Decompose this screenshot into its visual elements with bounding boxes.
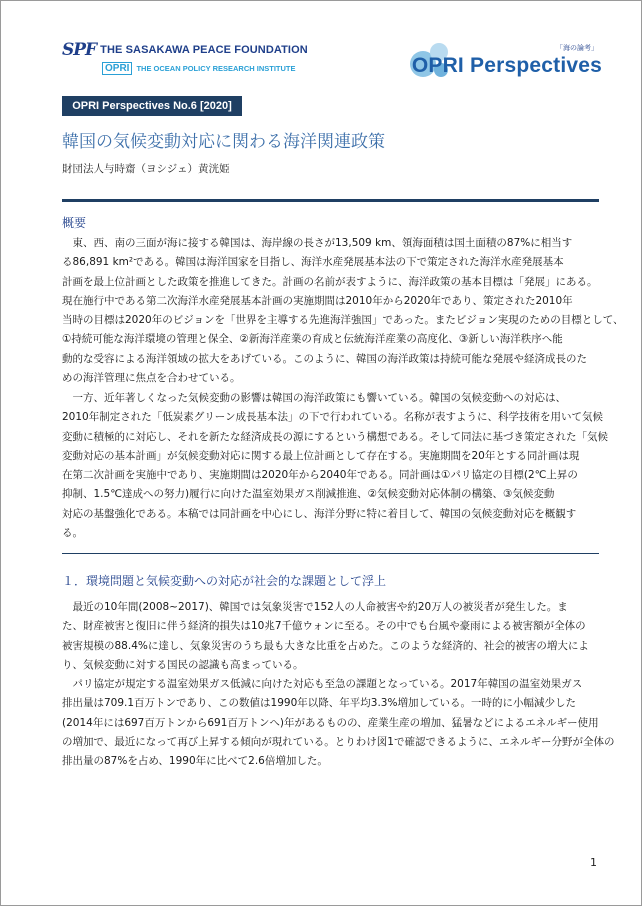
opri-logo-mark: OPRI <box>102 62 132 75</box>
text-line: 東、西、南の三面が海に接する韓国は、海岸線の長さが13,509 km、領海面積は国土面積の87%に相当す <box>62 237 573 249</box>
author-line: 財団法人与時齋（ヨシジェ）黄洸姫 <box>62 163 230 175</box>
text-line: 当時の目標は2020年のビジョンを「世界を主導する先進海洋強国」であった。またビジョン実現のための目標として、 <box>62 314 624 327</box>
page-number: 1 <box>590 856 597 869</box>
spf-logo-mark: SPF <box>62 40 97 60</box>
section-divider <box>62 553 599 554</box>
text-line: る。 <box>62 527 83 540</box>
text-line: 排出量の87%を占め、1990年に比べて2.6倍増加した。 <box>62 755 328 768</box>
text-line: ①持続可能な海洋環境の管理と保全、②新海洋産業の育成と伝統海洋産業の高度化、③新しい海洋秩序へ能 <box>62 333 563 346</box>
text-line: (2014年には697百万トンから691百万トンへ)年があるものの、産業生産の増加、猛暑などによるエネルギー使用 <box>62 716 599 729</box>
page-title: 韓国の気候変動対応に関わる海洋関連政策 <box>62 132 385 152</box>
spf-logo <box>62 40 308 60</box>
series-logo <box>362 43 602 83</box>
text-line: た、財産被害と復旧に伴う経済的損失は10兆7千億ウォンに至る。その中でも台風や豪雨による被害額が全体の <box>62 620 586 633</box>
text-line: 変動に積極的に対応し、それを新たな経済成長の源にするという構想である。そして同法に基づき策定された「気候 <box>62 430 608 443</box>
text-line: 排出量は709.1百万トンであり、この数値は1990年以降、年平均3.3%増加している。一時的に小幅減少した <box>62 697 576 710</box>
header-divider <box>62 199 599 202</box>
text-line: 被害規模の88.4%に達し、気象災害のうち最も大きな比重を占めた。このような経済的、社会的被害の増大によ <box>62 639 589 652</box>
section1-paragraph-1 <box>62 598 599 675</box>
text-line: 抑制、1.5℃達成への努力)履行に向けた温室効果ガス削減推進、②気候変動対応体制の構築、③気候変動 <box>62 488 555 501</box>
text-line: 2010年制定された「低炭素グリーン成長基本法」の下で行われている。名称が表すように、科学技術を用いて気候 <box>62 411 604 424</box>
issue-tag: OPRI Perspectives No.6 [2020] <box>62 96 242 116</box>
text-line: 対応の基盤強化である。本稿では同計画を中心にし、海洋分野に特に着目して、韓国の気候変動対応を概観す <box>62 507 577 520</box>
institute-name: THE OCEAN POLICY RESEARCH INSTITUTE <box>136 64 296 73</box>
series-title: OPRI Perspectives <box>411 54 602 77</box>
text-line: 一方、近年著しくなった気候変動の影響は韓国の海洋政策にも響いている。韓国の気候変動への対応は、 <box>62 392 566 404</box>
series-subtitle: 「海の論考」 <box>556 44 598 52</box>
text-line: 動的な受容による海洋領域の拡大をあげている。このように、韓国の海洋政策は持続可能な発展や経済成長のた <box>62 352 587 365</box>
section-heading-1: １．環境問題と気候変動への対応が社会的な課題として浮上 <box>62 574 387 588</box>
text-line: る86,891 km²である。韓国は海洋国家を目指し、海洋水産発展基本法の下で策定された海洋水産発展基本 <box>62 256 564 269</box>
text-line: 計画を最上位計画とした政策を推進してきた。計画の名前が表すように、海洋政策の基本目標は「発展」にある。 <box>62 275 598 288</box>
text-line: 在第二次計画を実施中であり、実施期間は2020年から2040年である。同計画は①パリ協定の目標(2℃上昇の <box>62 469 578 482</box>
section1-paragraph-2 <box>62 675 615 771</box>
text-line: めの海洋管理に焦点を合わせている。 <box>62 372 241 385</box>
text-line: り、気候変動に対する国民の認識も高まっている。 <box>62 658 304 671</box>
text-line: 変動対応の基本計画」が気候変動対応に関する最上位計画として存在する。実施期間を20年とする同計画は現 <box>62 449 580 462</box>
overview-paragraph-1 <box>62 234 624 388</box>
section-heading-overview: 概要 <box>62 216 87 230</box>
text-line: の増加で、最近になって再び上昇する傾向が現れている。とりわけ図1で確認できるように、エネルギー分野が全体の <box>62 735 615 748</box>
text-line: 現在施行中である第二次海洋水産発展基本計画の実施期間は2010年から2020年であり、策定された2010年 <box>62 294 573 307</box>
organization-name: THE SASAKAWA PEACE FOUNDATION <box>100 44 308 56</box>
text-line: 最近の10年間(2008~2017)、韓国では気象災害で152人の人命被害や約20万人の被災者が発生した。ま <box>62 601 568 613</box>
overview-paragraph-2 <box>62 389 608 543</box>
opri-logo <box>102 62 296 75</box>
text-line: パリ協定が規定する温室効果ガス低減に向けた対応も至急の課題となっている。2017年韓国の温室効果ガス <box>62 678 583 690</box>
